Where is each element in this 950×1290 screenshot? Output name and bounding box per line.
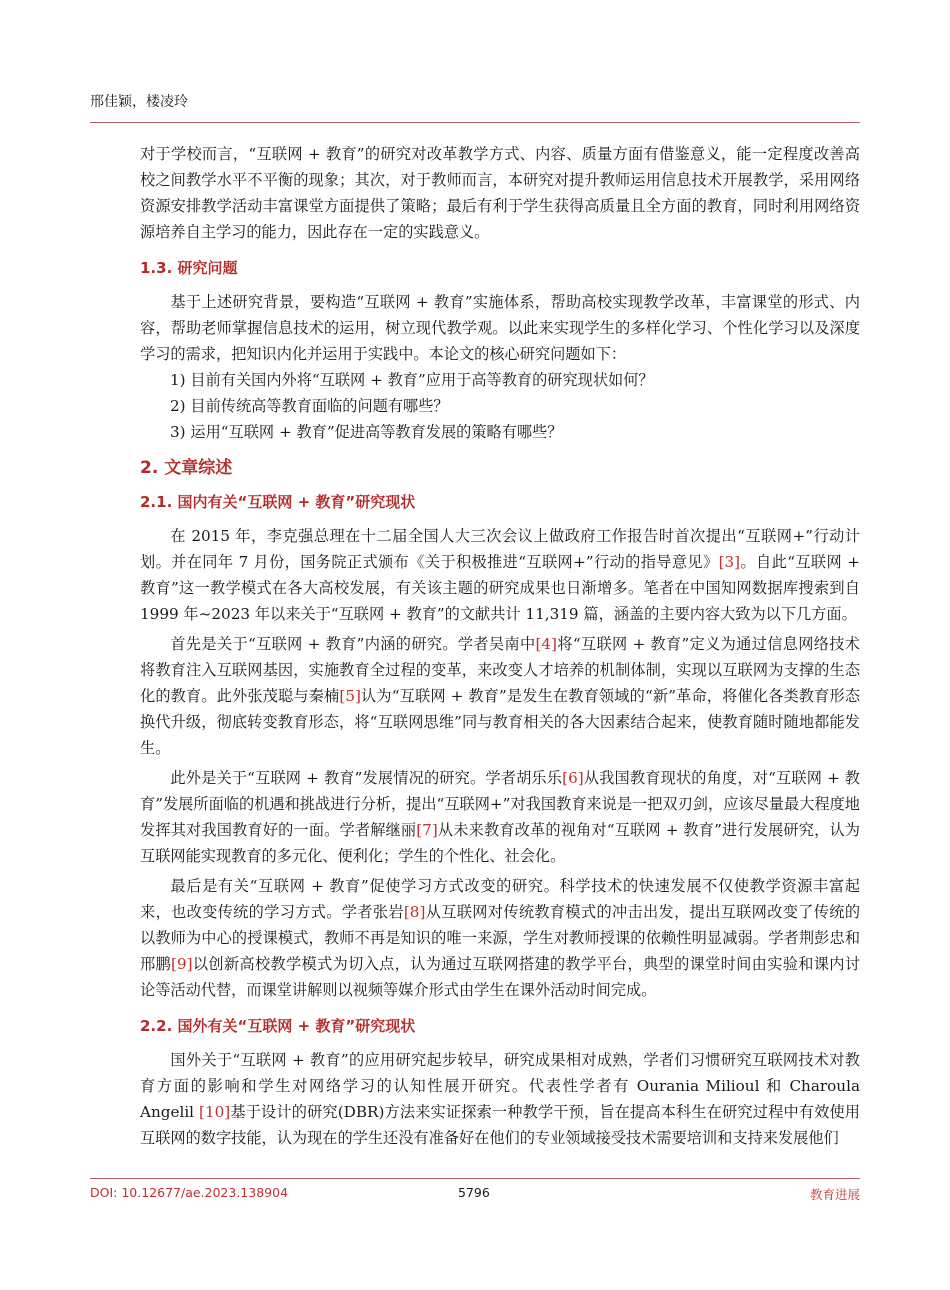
section-2-1-paragraph-2 bbox=[140, 631, 860, 761]
section-2-heading: 2. 文章综述 bbox=[140, 458, 233, 478]
citation-link-4[interactable]: [4] bbox=[535, 635, 557, 653]
section-2-1-paragraph-3 bbox=[140, 765, 860, 869]
paragraph-text: 最后是有关“互联网 + 教育”促使学习方式改变的研究。科学技术的快速发展不仅使教学资源丰富起来，也改变传统的学习方式。学者张岩 bbox=[140, 877, 860, 921]
paragraph-text: 从未来教育改革的视角对“互联网 + 教育”进行发展研究，认为互联网能实现教育的多元化、便利化；学生的个性化、社会化。 bbox=[140, 821, 860, 865]
question-item-2: 2) 目前传统高等教育面临的问题有哪些？ bbox=[170, 397, 449, 415]
intro-paragraph: 对于学校而言，“互联网 + 教育”的研究对改革教学方式、内容、质量方面有借鉴意义，能一定程度改善高校之间教学水平不平衡的现象；其次，对于教师而言，本研究对提升教师运用信息技术开展教学，采用网络资源安排教学活动丰富课堂方面提供了策略；最后有利于学生获得高质量且全方面的教育，同时利用网络资源培养自主学习的能力，因此存在一定的实践意义。 bbox=[140, 145, 860, 241]
footer-journal-name[interactable]: 教育进展 bbox=[809, 1187, 860, 1202]
citation-link-5[interactable]: [5] bbox=[339, 687, 361, 705]
question-item-3: 3) 运用“互联网 + 教育”促进高等教育发展的策略有哪些？ bbox=[170, 423, 563, 441]
paragraph-text: 基于设计的研究(DBR)方法来实证探索一种教学干预，旨在提高本科生在研究过程中有效使用互联网的数字技能，认为现在的学生还没有准备好在他们的专业领域接受技术需要培训和支持来发展他们 bbox=[140, 1103, 860, 1147]
section-2-1-heading: 2.1. 国内有关“互联网 + 教育”研究现状 bbox=[140, 493, 416, 511]
paragraph-text: 从互联网对传统教育模式的冲击出发，提出互联网改变了传统的以教师为中心的授课模式，教师不再是知识的唯一来源，学生对教师授课的依赖性明显减弱。学者荆彭忠和邢鹏 bbox=[140, 903, 861, 973]
paragraph-text: 从我国教育现状的角度，对“互联网 + 教育”发展所面临的机遇和挑战进行分析，提出“互联网+”对我国教育来说是一把双刃剑，应该尽量最大程度地发挥其对我国教育好的一面。学者解继丽 bbox=[140, 769, 860, 839]
paragraph-text: 以创新高校教学模式为切入点，认为通过互联网搭建的教学平台，典型的课堂时间由实验和课内讨论等活动代替，而课堂讲解则以视频等媒介形式由学生在课外活动时间完成。 bbox=[140, 955, 861, 999]
paragraph-text: 在 2015 年，李克强总理在十二届全国人大三次会议上做政府工作报告时首次提出“互联网+”行动计划。并在同年 7 月份，国务院正式颁布《关于积极推进“互联网+”行动的指导意见》 bbox=[140, 527, 860, 571]
footer-doi[interactable]: DOI: 10.12677/ae.2023.138904 bbox=[90, 1185, 289, 1200]
question-item-1: 1) 目前有关国内外将“互联网 + 教育”应用于高等教育的研究现状如何？ bbox=[170, 371, 654, 389]
section-2-1-paragraph-4 bbox=[140, 873, 860, 1003]
paragraph-text: 将“互联网 + 教育”定义为通过信息网络技术将教育注入互联网基因，实施教育全过程的变革，来改变人才培养的机制体制，实现以互联网为支撑的生态化的教育。此外张茂聪与秦楠 bbox=[140, 635, 860, 705]
citation-link-8[interactable]: [8] bbox=[403, 903, 426, 921]
article-body bbox=[140, 141, 860, 1151]
footer-rule bbox=[90, 1178, 860, 1179]
section-1-3-heading: 1.3. 研究问题 bbox=[140, 259, 238, 277]
header-rule bbox=[90, 122, 860, 123]
running-header-authors: 邢佳颖，楼凌玲 bbox=[90, 94, 188, 110]
section-2-2-paragraph-1 bbox=[140, 1047, 860, 1151]
citation-link-10[interactable]: [10] bbox=[199, 1103, 231, 1121]
citation-link-3[interactable]: [3] bbox=[718, 553, 741, 571]
citation-link-9[interactable]: [9] bbox=[171, 955, 193, 973]
page-number: 5796 bbox=[458, 1185, 490, 1200]
paragraph-text: 国外关于“互联网 + 教育”的应用研究起步较早，研究成果相对成熟，学者们习惯研究互联网技术对教育方面的影响和学生对网络学习的认知性展开研究。代表性学者有 Ourania Milioul 和 Charoula Angelil bbox=[140, 1051, 860, 1121]
paragraph-text: 。自此“互联网 + 教育”这一教学模式在各大高校发展，有关该主题的研究成果也日渐增多。笔者在中国知网数据库搜索到自 1999 年~2023 年以来关于“互联网 + 教育”的文献共计 11,319 篇，涵盖的主要内容大致为以下几方面。 bbox=[140, 553, 860, 623]
citation-link-6[interactable]: [6] bbox=[562, 769, 584, 787]
paragraph-text: 此外是关于“互联网 + 教育”发展情况的研究。学者胡乐乐 bbox=[170, 769, 563, 787]
section-1-3-paragraph: 基于上述研究背景，要构造“互联网 + 教育”实施体系，帮助高校实现教学改革，丰富课堂的形式、内容，帮助老师掌握信息技术的运用，树立现代教学观。以此来实现学生的多样化学习、个性化学习以及深度学习的需求，把知识内化并运用于实践中。本论文的核心研究问题如下： bbox=[140, 293, 860, 363]
paragraph-text: 认为“互联网 + 教育”是发生在教育领域的“新”革命，将催化各类教育形态换代升级，彻底转变教育形态，将“互联网思维”同与教育相关的各大因素结合起来，使教育随时随地都能发生。 bbox=[140, 687, 861, 757]
citation-link-7[interactable]: [7] bbox=[416, 821, 438, 839]
section-2-2-heading: 2.2. 国外有关“互联网 + 教育”研究现状 bbox=[140, 1017, 416, 1035]
paragraph-text: 首先是关于“互联网 + 教育”内涵的研究。学者吴南中 bbox=[170, 635, 536, 653]
section-2-1-paragraph-1 bbox=[140, 523, 860, 627]
